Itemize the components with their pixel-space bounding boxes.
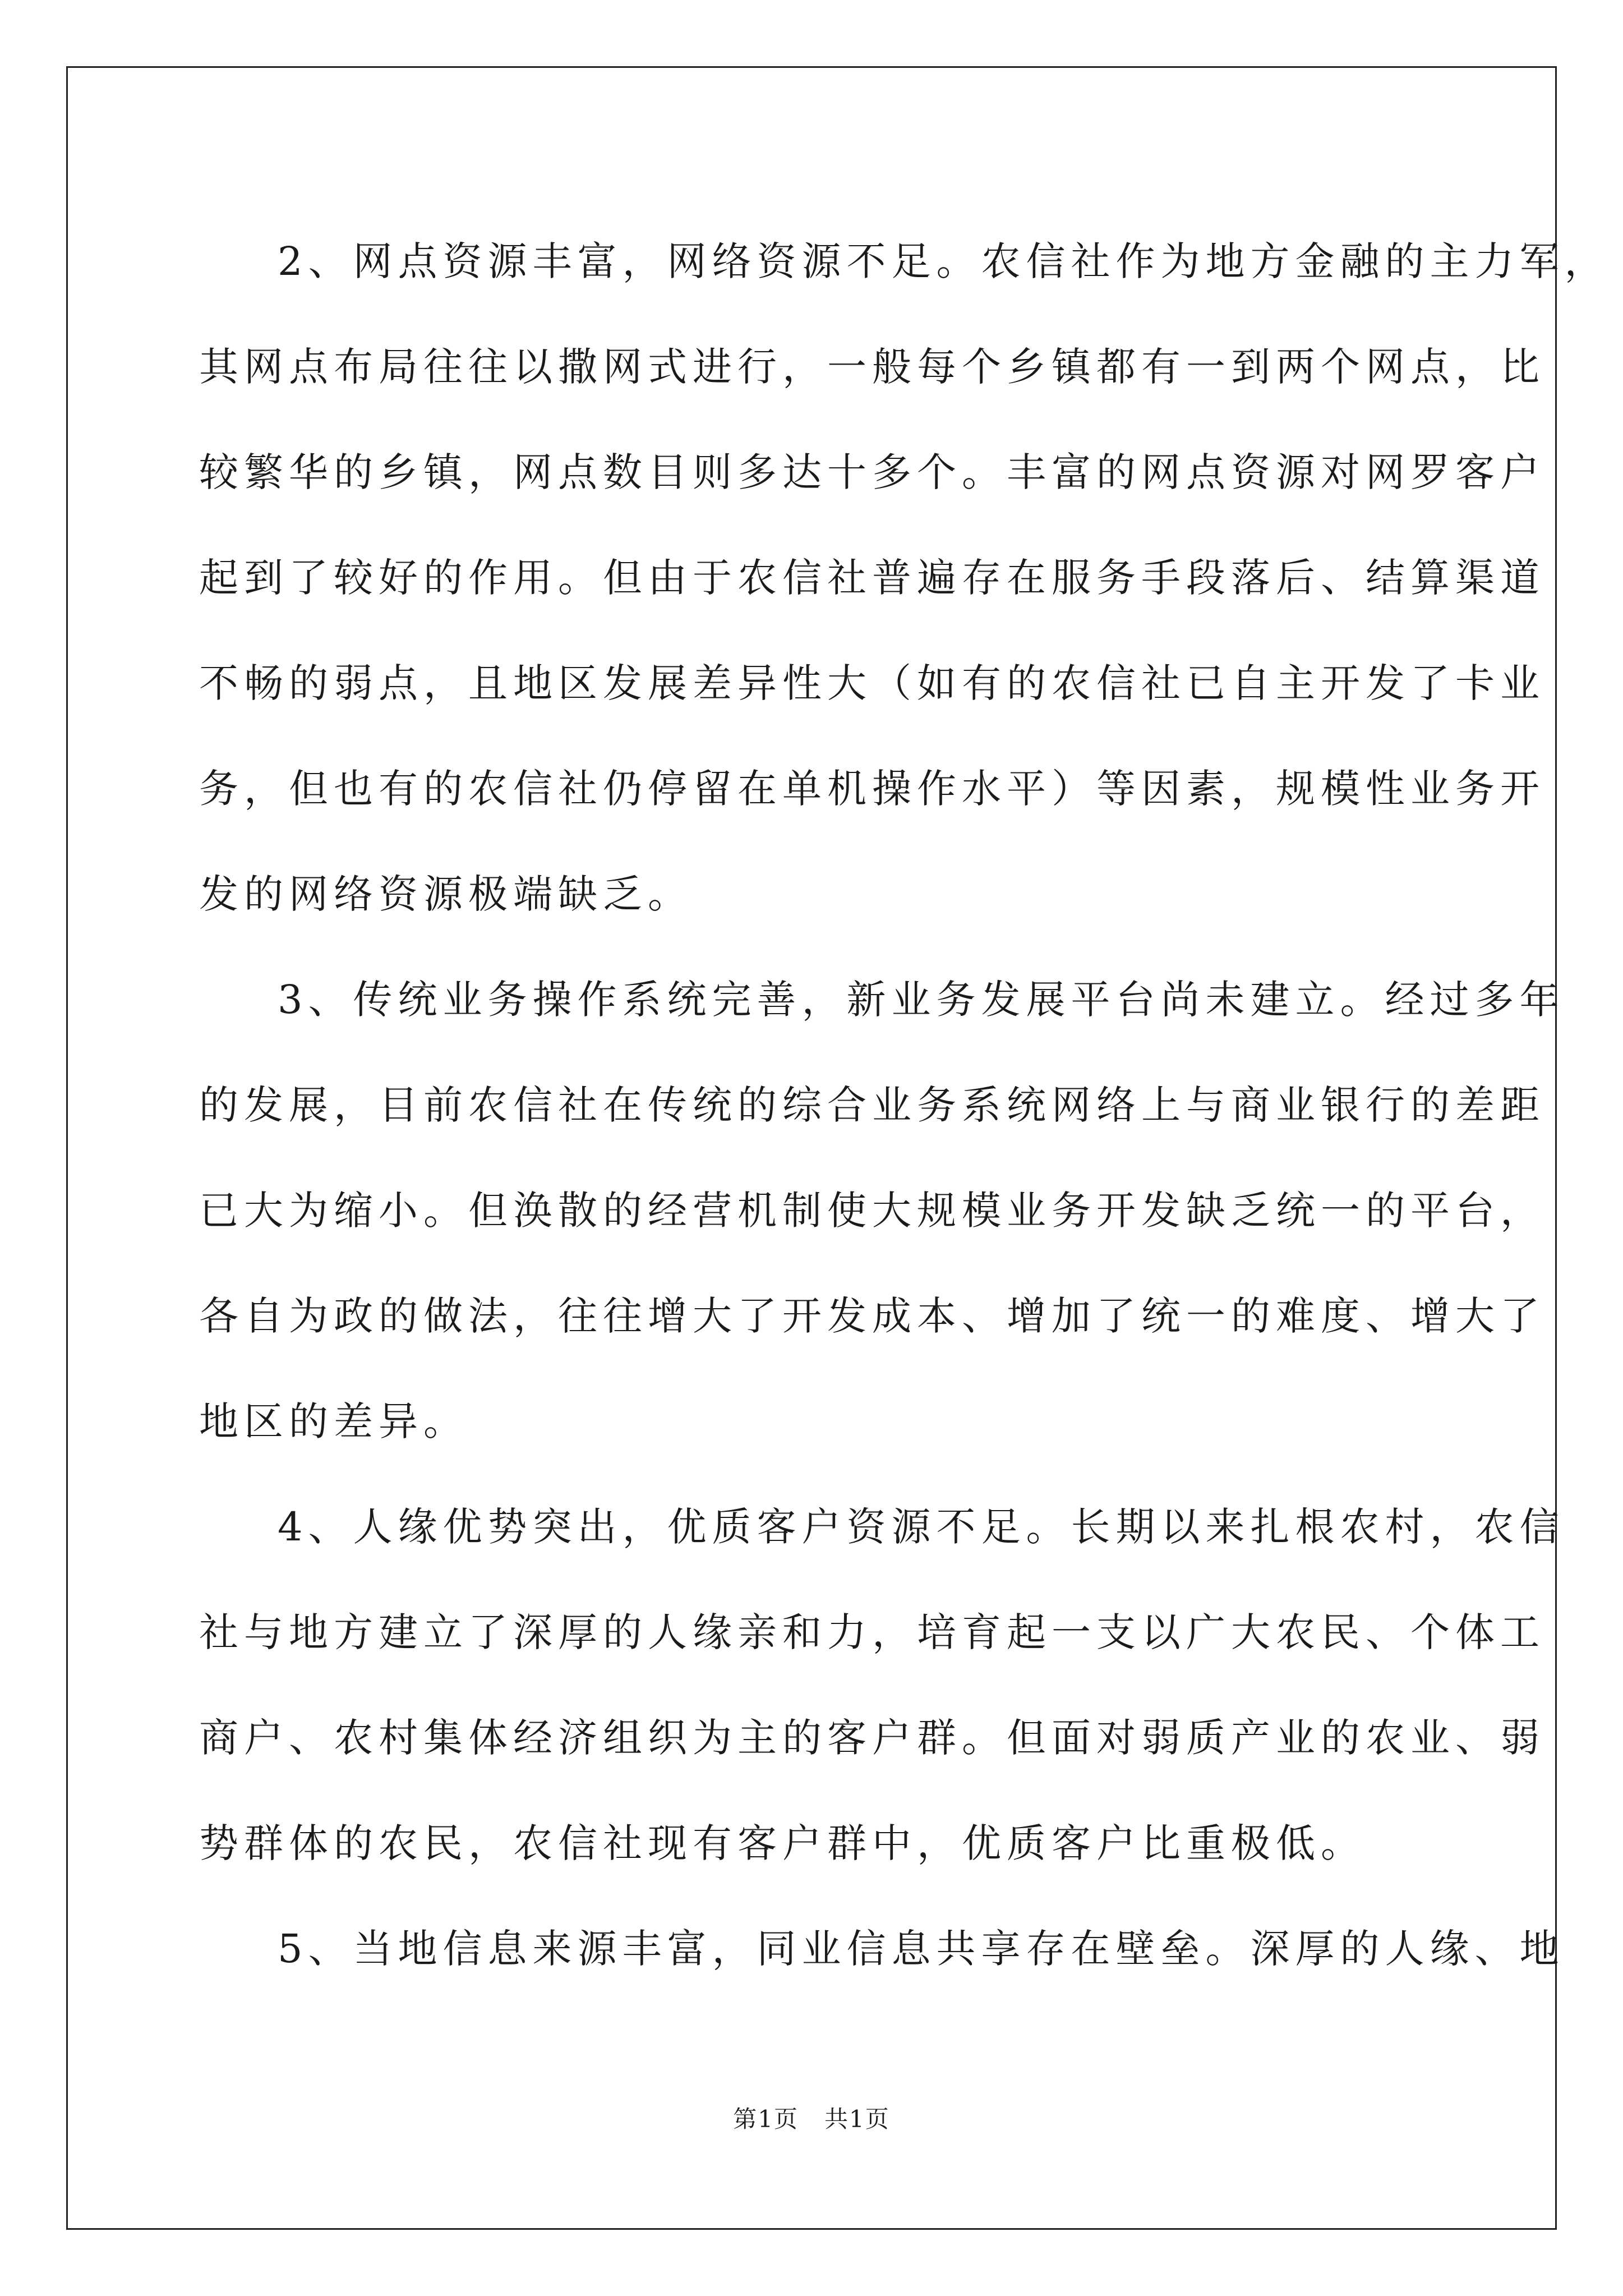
page-footer: 第1页 共1页	[733, 2105, 890, 2133]
paragraph-4-line-2: 社与地方建立了深厚的人缘亲和力，培育起一支以广大农民、个体工	[199, 1609, 1545, 1655]
paragraph-2-line-3: 较繁华的乡镇，网点数目则多达十多个。丰富的网点资源对网罗客户	[199, 449, 1545, 495]
paragraph-2-line-5: 不畅的弱点，且地区发展差异性大（如有的农信社已自主开发了卡业	[199, 660, 1545, 706]
paragraph-2-line-4: 起到了较好的作用。但由于农信社普遍存在服务手段落后、结算渠道	[199, 555, 1545, 601]
paragraph-3-line-3: 已大为缩小。但涣散的经营机制使大规模业务开发缺乏统一的平台，	[199, 1188, 1545, 1234]
paragraph-4-line-4: 势群体的农民，农信社现有客户群中，优质客户比重极低。	[199, 1820, 1366, 1866]
paragraph-4-line-3: 商户、农村集体经济组织为主的客户群。但面对弱质产业的农业、弱	[199, 1715, 1545, 1761]
paragraph-3-line-1: 3、传统业务操作系统完善，新业务发展平台尚未建立。经过多年	[278, 977, 1565, 1023]
paragraph-2-line-2: 其网点布局往往以撒网式进行，一般每个乡镇都有一到两个网点，比	[199, 344, 1545, 390]
paragraph-5-line-1: 5、当地信息来源丰富，同业信息共享存在壁垒。深厚的人缘、地	[278, 1926, 1565, 1972]
document-body	[199, 209, 1610, 2001]
paragraph-2-line-1: 2、网点资源丰富，网络资源不足。农信社作为地方金融的主力军，	[278, 238, 1610, 284]
paragraph-2-line-7: 发的网络资源极端缺乏。	[199, 871, 693, 917]
paragraph-4-line-1: 4、人缘优势突出，优质客户资源不足。长期以来扎根农村，农信	[278, 1504, 1565, 1550]
paragraph-3-line-4: 各自为政的做法，往往增大了开发成本、增加了统一的难度、增大了	[199, 1293, 1545, 1339]
paragraph-3-line-5: 地区的差异。	[199, 1398, 468, 1444]
paragraph-2-line-6: 务，但也有的农信社仍停留在单机操作水平）等因素，规模性业务开	[199, 766, 1545, 812]
paragraph-3-line-2: 的发展，目前农信社在传统的综合业务系统网络上与商业银行的差距	[199, 1082, 1545, 1128]
